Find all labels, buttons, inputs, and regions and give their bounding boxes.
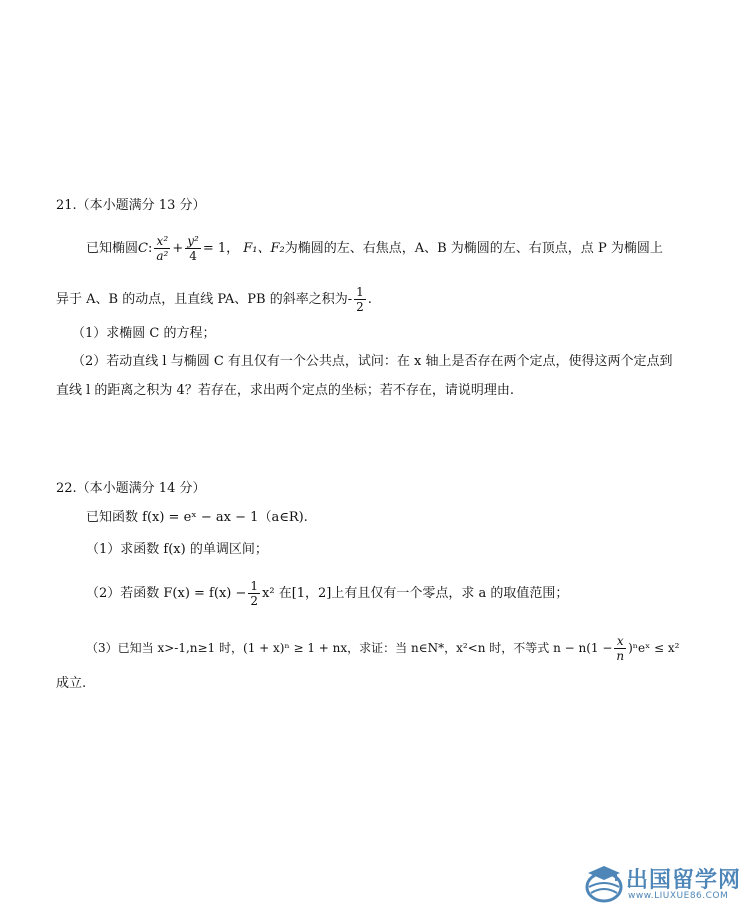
q22-frac-1-2 <box>248 579 260 608</box>
q21-frac3-num: 1 <box>356 285 364 299</box>
q22-part3-end: 成立. <box>56 676 87 691</box>
q22-part2 <box>86 579 568 608</box>
q21-frac-x2-a2 <box>154 234 170 263</box>
q21-frac1-num: x² <box>154 234 170 249</box>
watermark-logo <box>582 861 742 907</box>
q21-line1-c: C <box>138 241 148 256</box>
q21-line2-end: . <box>367 292 372 307</box>
q22-part3 <box>86 634 679 663</box>
q21-frac3-den: 2 <box>356 300 364 314</box>
q21-line1-f1: F₁、F₂ <box>243 241 285 256</box>
q21-part2a: （2）若动直线 l 与椭圆 C 有且仅有一个公共点，试问：在 x 轴上是否存在两个定点，使得这两个定点到 <box>72 354 673 369</box>
q22-part2-post: x² 在[1，2]上有且仅有一个零点，求 a 的取值范围； <box>262 586 569 601</box>
q22-part3-pre: （3）已知当 x>-1,n≥1 时，(1 + x)ⁿ ≥ 1 + nx，求证：当 n∈N*，x²<n 时，不等式 n − n(1 − <box>86 641 613 655</box>
watermark-name: 出国留学网 <box>626 868 742 893</box>
q21-frac2-den: 4 <box>189 249 197 263</box>
q21-plus: + <box>172 241 184 256</box>
q21-line2-text: 异于 A、B 的动点，且直线 PA、PB 的斜率之积为- <box>56 292 353 307</box>
q21-line1 <box>86 234 663 263</box>
q22-part2-pre: （2）若函数 F(x) = f(x) − <box>86 586 247 601</box>
q22-part3-frac-num: x <box>614 634 626 649</box>
q21-line1-text: 为椭圆的左、右焦点，A、B 为椭圆的左、右顶点，点 P 为椭圆上 <box>284 241 663 256</box>
q22-part3-frac-den: n <box>616 649 625 663</box>
q21-part2b: 直线 l 的距离之积为 4？若存在，求出两个定点的坐标；若不存在，请说明理由. <box>56 383 514 398</box>
q21-line1-eq: = 1， <box>202 241 240 256</box>
q21-line1-colon: : <box>147 241 153 256</box>
q22-frac-num: 1 <box>250 579 259 593</box>
q22-intro: 已知函数 f(x) = eˣ − ax − 1（a∈R). <box>86 510 308 525</box>
q22-part1: （1）求函数 f(x) 的单调区间； <box>86 542 268 557</box>
q21-frac-y2-4 <box>185 234 201 263</box>
q22-part3-post: )ⁿeˣ ≤ x² <box>628 641 680 655</box>
q22-frac-den: 2 <box>250 594 259 608</box>
q22-header: 22.（本小题满分 14 分） <box>56 481 206 496</box>
globe-hat-icon <box>582 861 626 905</box>
q21-part1: （1）求椭圆 C 的方程； <box>72 326 216 341</box>
watermark-url: www.LIUXUE86.COM <box>628 891 729 901</box>
q21-frac-1-2 <box>354 285 366 314</box>
q21-line1-pre: 已知椭圆 <box>86 241 139 256</box>
q21-frac1-den: a² <box>156 249 169 263</box>
q21-header: 21.（本小题满分 13 分） <box>56 198 206 213</box>
q21-line2 <box>56 285 372 314</box>
q22-frac-x-n <box>614 634 626 663</box>
q21-frac2-num: y² <box>187 234 199 248</box>
